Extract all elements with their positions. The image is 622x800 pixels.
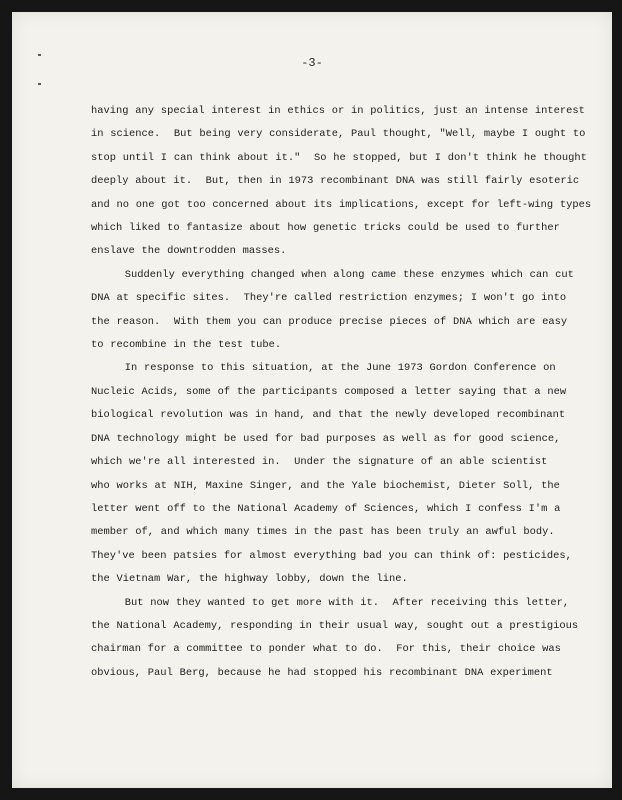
paragraph: [91, 357, 572, 591]
text-line: to recombine in the test tube.: [91, 339, 282, 352]
text-line: They've been patsies for almost everything bad you can think of: pesticides,: [91, 549, 572, 562]
text-line: in science. But being very considerate, Paul thought, "Well, maybe I ought to: [91, 128, 586, 141]
text-line: the Vietnam War, the highway lobby, down the line.: [91, 573, 408, 586]
margin-mark: [38, 83, 41, 85]
paragraph: [91, 264, 574, 358]
text-line: which liked to fantasize about how genetic tricks could be used to further: [91, 222, 560, 235]
text-line: the reason. With them you can produce precise pieces of DNA which are easy: [91, 315, 568, 328]
text-line: Suddenly everything changed when along came these enzymes which can cut: [91, 268, 574, 281]
text-line: But now they wanted to get more with it. After receiving this letter,: [91, 596, 570, 609]
text-line: which we're all interested in. Under the signature of an able scientist: [91, 456, 548, 469]
paragraph: [91, 592, 579, 686]
text-line: DNA at specific sites. They're called restriction enzymes; I won't go into: [91, 292, 567, 305]
text-line: biological revolution was in hand, and that the newly developed recombinant: [91, 409, 566, 422]
paragraph: [91, 100, 592, 264]
text-line: having any special interest in ethics or in politics, just an intense interest: [91, 105, 585, 117]
text-line: who works at NIH, Maxine Singer, and the Yale biochemist, Dieter Soll, the: [91, 479, 560, 492]
text-line: chairman for a committee to ponder what to do. For this, their choice was: [91, 643, 561, 656]
page-number: -3-: [301, 56, 323, 70]
text-line: DNA technology might be used for bad purposes as well as for good science,: [91, 432, 561, 445]
text-line: stop until I can think about it." So he stopped, but I don't think he thought: [91, 151, 587, 164]
text-line: enslave the downtrodden masses.: [91, 245, 287, 258]
text-line: deeply about it. But, then in 1973 recombinant DNA was still fairly esoteric: [91, 175, 580, 188]
text-line: In response to this situation, at the June 1973 Gordon Conference on: [91, 362, 556, 375]
text-line: letter went off to the National Academy of Sciences, which I confess I'm a: [91, 502, 561, 515]
text-line: Nucleic Acids, some of the participants composed a letter saying that a new: [91, 385, 567, 398]
typewritten-page: [12, 12, 612, 788]
text-line: member of, and which many times in the past has been truly an awful body.: [91, 526, 555, 539]
text-line: obvious, Paul Berg, because he had stopped his recombinant DNA experiment: [91, 666, 553, 679]
text-line: the National Academy, responding in their usual way, sought out a prestigious: [91, 619, 579, 632]
text-line: and no one got too concerned about its implications, except for left-wing types: [91, 198, 592, 211]
body-text: [91, 100, 592, 685]
